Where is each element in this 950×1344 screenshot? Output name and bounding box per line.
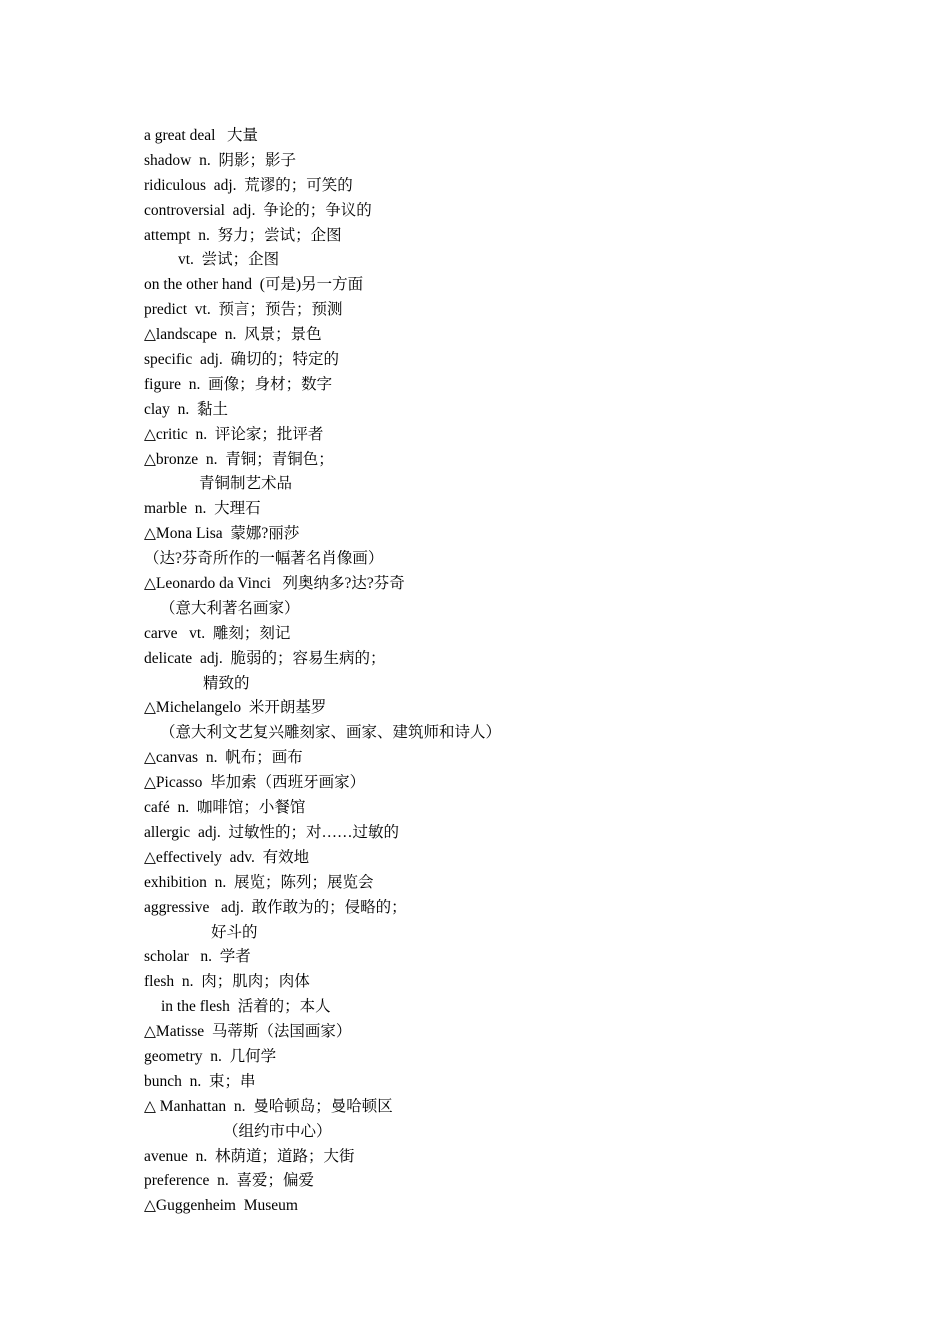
vocab-entry-line: （意大利文艺复兴雕刻家、画家、建筑师和诗人） — [160, 724, 502, 742]
vocab-entry-line: 精致的 — [203, 674, 250, 692]
vocab-entry-line: △landscape n. 风景；景色 — [144, 326, 322, 344]
vocab-entry-line: △critic n. 评论家；批评者 — [144, 425, 324, 443]
vocab-entry-line: △bronze n. 青铜；青铜色； — [144, 450, 334, 468]
vocab-entry-line: controversial adj. 争论的；争议的 — [144, 201, 372, 219]
vocab-entry-line: flesh n. 肉；肌肉；肉体 — [144, 973, 310, 991]
vocabulary-list — [144, 124, 844, 1219]
vocab-entry-line: ridiculous adj. 荒谬的；可笑的 — [144, 176, 353, 194]
vocab-entry-line: café n. 咖啡馆；小餐馆 — [144, 799, 306, 817]
vocab-entry-line: geometry n. 几何学 — [144, 1047, 277, 1065]
vocab-entry-line: vt. 尝试；企图 — [178, 251, 280, 269]
vocab-entry-line: scholar n. 学者 — [144, 948, 251, 966]
vocab-entry-line: figure n. 画像；身材；数字 — [144, 375, 333, 393]
vocab-entry-line: clay n. 黏土 — [144, 400, 228, 418]
vocab-entry-line: △Matisse 马蒂斯（法国画家） — [144, 1023, 352, 1041]
vocab-entry-line: 青铜制艺术品 — [199, 475, 293, 493]
vocab-entry-line: a great deal 大量 — [144, 127, 259, 144]
vocab-entry-line: bunch n. 束；串 — [144, 1072, 256, 1090]
vocab-entry-line: （达?芬奇所作的一幅著名肖像画） — [144, 550, 384, 568]
vocab-entry-line: △ Manhattan n. 曼哈顿岛；曼哈顿区 — [144, 1097, 393, 1115]
vocab-entry-line: preference n. 喜爱；偏爱 — [144, 1172, 315, 1190]
vocab-entry-line: 好斗的 — [211, 923, 258, 941]
vocab-entry-line: （组约市中心） — [223, 1122, 332, 1140]
vocab-entry-line: △effectively adv. 有效地 — [144, 848, 310, 866]
vocab-entry-line: △Guggenheim Museum — [144, 1197, 298, 1215]
vocab-entry-line: carve vt. 雕刻；刻记 — [144, 624, 291, 642]
vocab-entry-line: allergic adj. 过敏性的；对……过敏的 — [144, 823, 400, 841]
vocab-entry-line: △Mona Lisa 蒙娜?丽莎 — [144, 525, 300, 543]
vocab-entry-line: shadow n. 阴影；影子 — [144, 151, 296, 169]
vocab-entry-line: （意大利著名画家） — [160, 599, 300, 617]
vocab-entry-line: △Michelangelo 米开朗基罗 — [144, 699, 327, 717]
vocab-entry-line: on the other hand (可是)另一方面 — [144, 276, 364, 294]
vocab-entry-line: predict vt. 预言；预告；预测 — [144, 301, 343, 319]
vocab-entry-line: △Picasso 毕加索（西班牙画家） — [144, 774, 366, 792]
vocab-entry-line: attempt n. 努力；尝试；企图 — [144, 226, 342, 244]
vocab-entry-line: specific adj. 确切的；特定的 — [144, 351, 340, 369]
vocab-entry-line: △canvas n. 帆布；画布 — [144, 749, 303, 767]
vocab-entry-line: delicate adj. 脆弱的；容易生病的； — [144, 649, 386, 667]
vocab-entry-line: marble n. 大理石 — [144, 500, 261, 518]
vocab-entry-line: aggressive adj. 敢作敢为的；侵略的； — [144, 898, 407, 916]
vocab-entry-line: △Leonardo da Vinci 列奥纳多?达?芬奇 — [144, 575, 405, 593]
vocab-entry-line: avenue n. 林荫道；道路；大街 — [144, 1147, 355, 1165]
vocab-entry-line: in the flesh 活着的；本人 — [161, 998, 331, 1016]
vocab-entry-line: exhibition n. 展览；陈列；展览会 — [144, 873, 374, 891]
